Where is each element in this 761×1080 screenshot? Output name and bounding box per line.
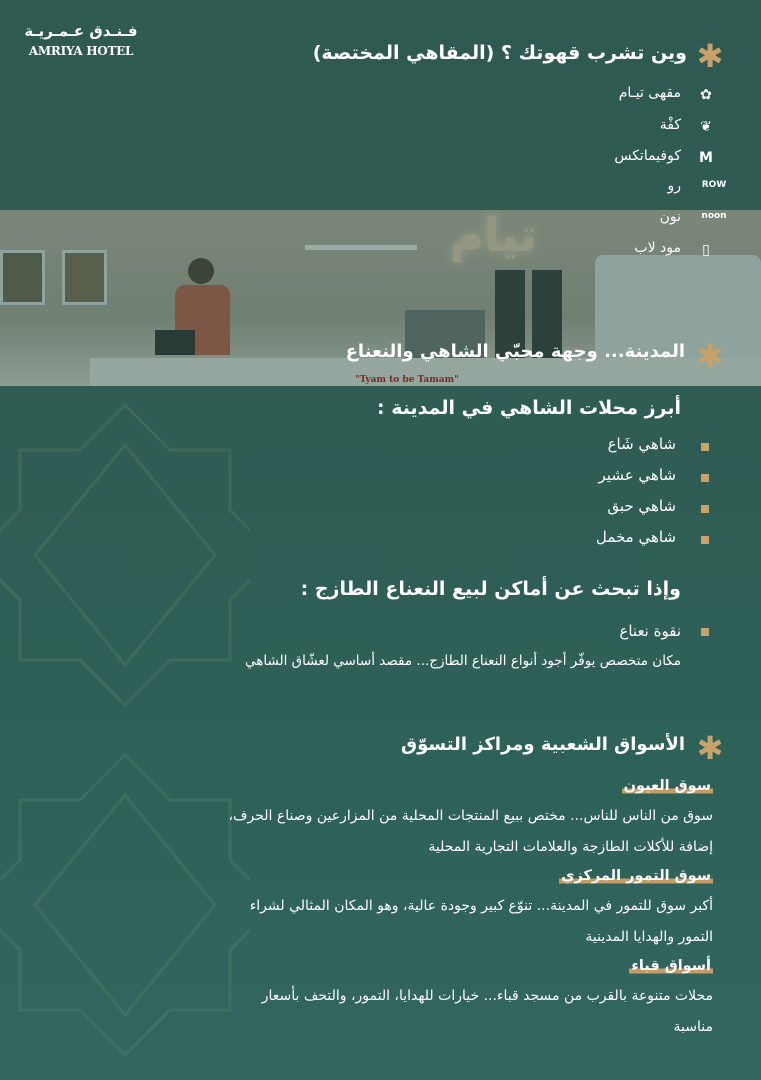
- market-title: أسواق قباء: [631, 958, 711, 974]
- market-description: أكبر سوق للتمور في المدينة... تنوّع كبير وجودة عالية، وهو المكان المثالي لشراء: [249, 898, 713, 914]
- cafe-name: رو: [667, 178, 681, 194]
- star-badge-icon: ✿: [700, 87, 712, 103]
- cafe-name: كفْة: [659, 117, 681, 133]
- tea-shop-item: شاهي شَاع: [607, 435, 676, 453]
- mint-title: وإذا تبحث عن أماكن لبيع النعناع الطازج :: [300, 578, 681, 600]
- market-title: سوق العيون: [623, 778, 711, 794]
- leaf-icon: ❦: [700, 119, 712, 135]
- asterisk-icon: ✱: [696, 37, 724, 75]
- market-title: سوق التمور المركزي: [561, 868, 711, 884]
- bullet-icon: [701, 628, 709, 636]
- bullet-icon: [701, 474, 709, 482]
- tea-shop-item: شاهي مخمل: [595, 528, 676, 546]
- geometric-pattern: [0, 385, 250, 1080]
- cafe-name: مقهى تيـام: [618, 85, 681, 101]
- tea-shops-title: أبرز محلات الشاهي في المدينة :: [377, 397, 681, 419]
- coffee-heading: وين تشرب قهوتك ؟ (المقاهي المختصة): [312, 42, 687, 64]
- bullet-icon: [701, 443, 709, 451]
- cafe-name: نون: [659, 209, 681, 225]
- mint-item: نقوة نعناع: [619, 622, 681, 640]
- bullet-icon: [701, 536, 709, 544]
- tea-shop-item: شاهي حبق: [607, 497, 676, 515]
- row-logo-icon: ROW: [701, 180, 727, 190]
- photo-caption: "Tyam to be Tamam": [355, 375, 459, 385]
- cafe-name: مود لاب: [634, 240, 681, 256]
- asterisk-icon: ✱: [696, 729, 724, 767]
- markets-heading: الأسواق الشعبية ومراكز التسوّق: [401, 734, 685, 755]
- market-description: محلات متنوعة بالقرب من مسجد قباء... خيارات للهدايا، التمور، والتحف بأسعار: [261, 988, 713, 1004]
- market-description: إضافة للأكلات الطازجة والعلامات التجارية المحلية: [428, 839, 713, 855]
- tea-shop-item: شاهي عشير: [598, 466, 676, 484]
- market-description: مناسبة: [673, 1019, 713, 1035]
- asterisk-icon: ✱: [696, 337, 724, 375]
- logo-arabic: فـنـدق عـمـريـة: [24, 22, 138, 40]
- bullet-icon: [701, 505, 709, 513]
- cup-icon: ▯: [702, 242, 710, 258]
- mint-description: مكان متخصص يوفّر أجود أنواع النعناع الطازج... مقصد أساسي لعشّاق الشاهي: [245, 653, 681, 669]
- m-logo-icon: M: [699, 150, 713, 166]
- cafe-name: كوفيماتكس: [614, 148, 681, 164]
- cafe-sign: تيام: [450, 210, 538, 262]
- market-description: التمور والهدايا المدينية: [585, 929, 713, 945]
- market-description: سوق من الناس للناس... مختص ببيع المنتجات المحلية من المزارعين وصناع الحرف،: [228, 808, 713, 824]
- tea-heading: المدينة... وجهة محبّي الشاهي والنعناع: [345, 341, 685, 362]
- noon-logo-icon: noon: [701, 211, 727, 221]
- logo-english: AMRIYA HOTEL: [28, 44, 134, 58]
